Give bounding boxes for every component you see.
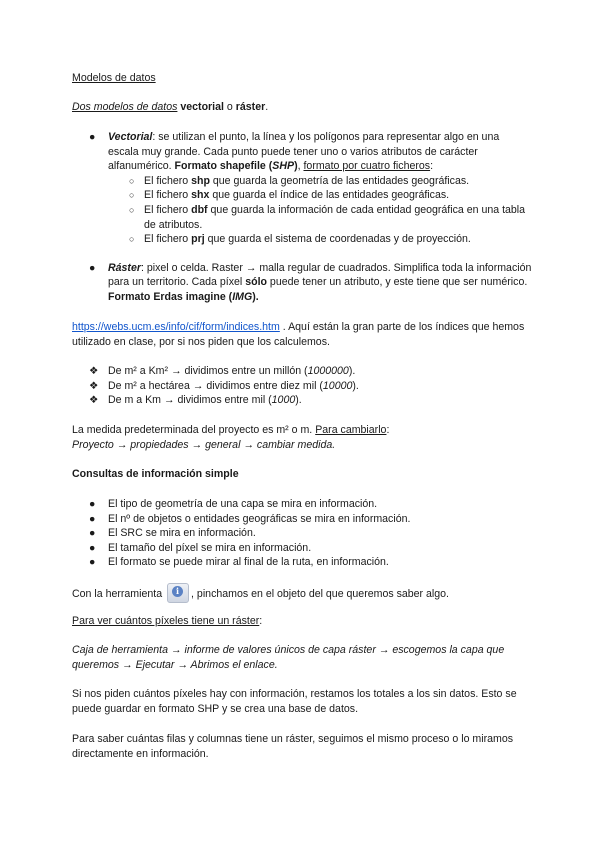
hollow-bullet-icon: ○	[129, 234, 135, 245]
list-item-vectorial: ● Vectorial: se utilizan el punto, la línea y los polígonos para representar algo en una escala muy grande. Cada punto puede tener uno o varios atributos de carácter alfanumérico. Formato shapefile (SHP), formato por cuatro ficheros:	[89, 131, 500, 173]
bullet-icon: ●	[89, 512, 96, 525]
list-item: ● El tipo de geometría de una capa se mira en información.	[89, 498, 378, 510]
list-item: ● El formato se puede mirar al final de la ruta, en información.	[89, 556, 389, 569]
bullet-icon: ●	[89, 527, 96, 540]
pixeles-paragraph-1: Si nos piden cuántos píxeles hay con información, restamos los totales a los sin datos. Esto se puede guardar en formato SHP y se crea una base de datos.	[72, 688, 517, 715]
list-item-conversion: ❖ De m a Km → dividimos entre mil (1000).	[89, 394, 302, 407]
hollow-bullet-icon: ○	[129, 204, 135, 215]
list-item-dbf: ○ El fichero dbf que guarda la información de cada entidad geográfica en una tabla de atributos.	[129, 203, 526, 231]
bullet-icon: ●	[89, 131, 96, 143]
models-list	[72, 130, 532, 305]
list-item-raster: ● Ráster: pixel o celda. Raster → malla regular de cuadrados. Simplifica toda la información para un territorio. Cada píxel sólo puede tener un atributo, y este tiene que ser numérico. Formato Erdas imagine (IMG).	[89, 261, 532, 303]
list-item-shx: ○ El fichero shx que guarda el índice de las entidades geográficas.	[129, 189, 450, 202]
indices-link[interactable]: https://webs.ucm.es/info/cif/form/indices.htm	[72, 321, 280, 333]
pixeles-heading: Para ver cuántos píxeles tiene un ráster:	[72, 615, 263, 627]
diamond-bullet-icon: ❖	[89, 394, 99, 407]
indices-paragraph: https://webs.ucm.es/info/cif/form/indices.htm . Aquí están la gran parte de los índices que hemos utilizado en clase, por si nos piden que los calculemos.	[72, 321, 525, 348]
bullet-icon: ●	[89, 261, 96, 274]
list-item-prj: ○ El fichero prj que guarda el sistema de coordenadas y de proyección.	[129, 233, 471, 246]
list-item-shp: ○ El fichero shp que guarda la geometría de las entidades geográficas.	[129, 174, 470, 187]
page-title: Modelos de datos	[72, 72, 156, 84]
list-item-conversion: ❖ De m² a Km² → dividimos entre un millón (1000000).	[89, 365, 356, 377]
intro-paragraph: Dos modelos de datos vectorial o ráster.	[72, 101, 269, 113]
hollow-bullet-icon: ○	[129, 175, 135, 186]
diamond-bullet-icon: ❖	[89, 379, 99, 392]
herramienta-paragraph: Con la herramienta i , pinchamos en el objeto del que queremos saber algo.	[72, 583, 532, 603]
diamond-bullet-icon: ❖	[89, 365, 99, 377]
pixeles-path: Caja de herramienta → informe de valores únicos de capa ráster → escogemos la capa que queremos → Ejecutar → Abrimos el enlace.	[72, 644, 505, 671]
medida-paragraph: La medida predeterminada del proyecto es m² o m. Para cambiarlo: Proyecto → propiedades → general → cambiar medida.	[72, 424, 390, 451]
conversions-list	[72, 364, 532, 408]
bullet-icon: ●	[89, 541, 96, 554]
list-item-conversion: ❖ De m² a hectárea → dividimos entre diez mil (10000).	[89, 379, 359, 392]
list-item: ● El SRC se mira en información.	[89, 527, 256, 540]
info-tool-icon[interactable]: i	[167, 583, 189, 603]
bullet-icon: ●	[89, 556, 96, 569]
bullet-icon: ●	[89, 498, 96, 510]
list-item: ● El nº de objetos o entidades geográficas se mira en información.	[89, 512, 411, 525]
consultas-list	[72, 497, 532, 570]
pixeles-paragraph-2: Para saber cuántas filas y columnas tiene un ráster, seguimos el mismo proceso o lo miramos directamente en información.	[72, 733, 514, 760]
list-item: ● El tamaño del píxel se mira en información.	[89, 541, 312, 554]
hollow-bullet-icon: ○	[129, 190, 135, 201]
consultas-heading: Consultas de información simple	[72, 468, 239, 480]
